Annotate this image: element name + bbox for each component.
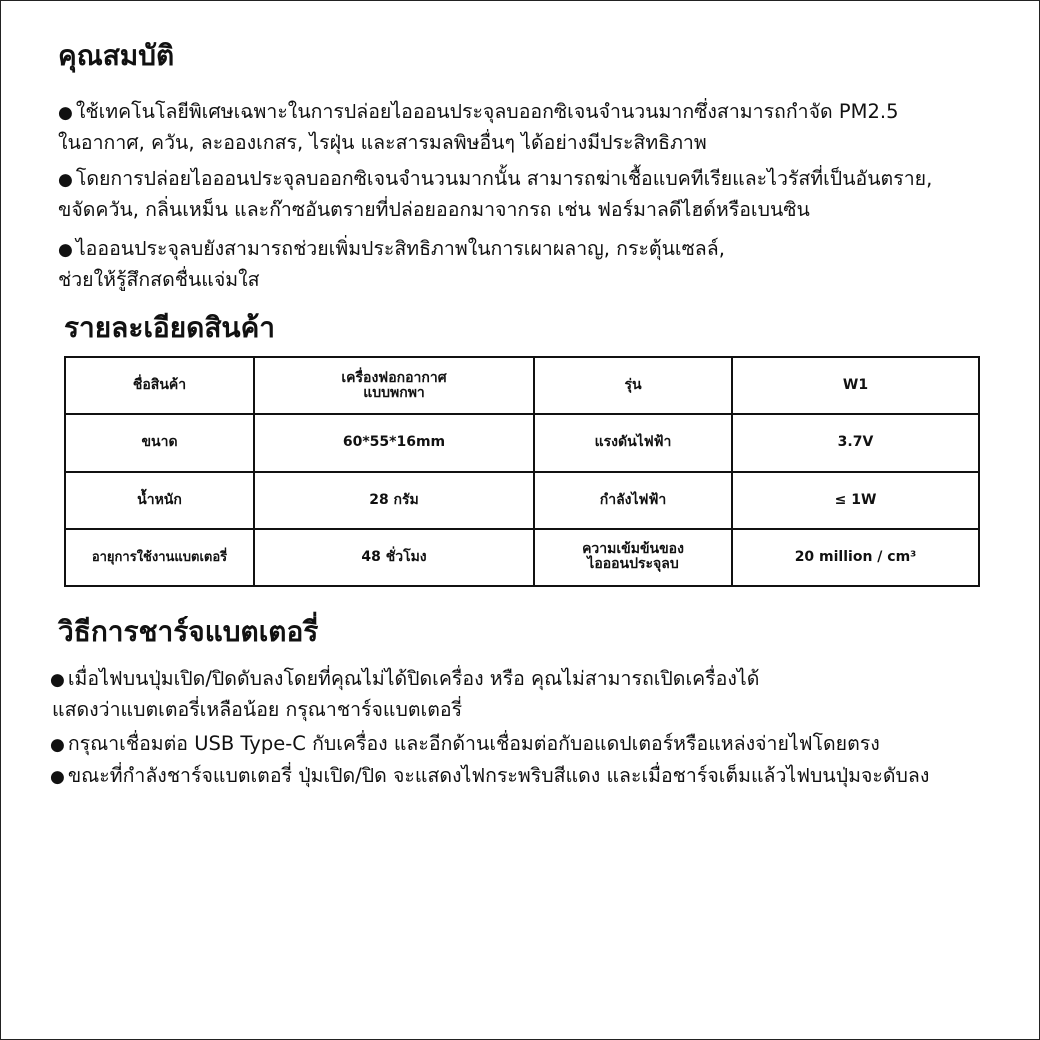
bullet-icon: ● bbox=[58, 103, 73, 123]
feature-line-continued: ช่วยให้รู้สึกสดชื่นแจ่มใส bbox=[58, 268, 260, 291]
table-row bbox=[65, 529, 979, 586]
feature-line-continued: ในอากาศ, ควัน, ละอองเกสร, ไรฝุ่น และสารมลพิษอื่นๆ ได้อย่างมีประสิทธิภาพ bbox=[58, 131, 707, 154]
table-cell-value: 48 ชั่วโมง bbox=[254, 529, 534, 586]
table-cell-label: ความเข้มข้นของ ไอออนประจุลบ bbox=[534, 529, 732, 586]
feature-line: โดยการปล่อยไอออนประจุลบออกซิเจนจำนวนมากนั้น สามารถฆ่าเชื้อแบคทีเรียและไวรัสที่เป็นอันตราย, bbox=[75, 167, 933, 190]
spec-table bbox=[64, 356, 980, 587]
charging-line-continued: แสดงว่าแบตเตอรี่เหลือน้อย กรุณาชาร์จแบตเตอรี่ bbox=[52, 698, 463, 721]
charging-item bbox=[50, 760, 929, 793]
bullet-icon: ● bbox=[50, 670, 65, 690]
table-cell-value: เครื่องฟอกอากาศ แบบพกพา bbox=[254, 357, 534, 414]
bullet-icon: ● bbox=[58, 170, 73, 190]
bullet-icon: ● bbox=[50, 767, 65, 787]
feature-item bbox=[58, 96, 899, 129]
table-cell-label: กำลังไฟฟ้า bbox=[534, 472, 732, 529]
table-cell-label: น้ำหนัก bbox=[65, 472, 254, 529]
table-cell-value: 28 กรัม bbox=[254, 472, 534, 529]
features-heading: คุณสมบัติ bbox=[58, 39, 175, 72]
table-cell-value: ≤ 1W bbox=[732, 472, 979, 529]
charging-item bbox=[50, 728, 880, 761]
table-cell-value: 20 million / cm³ bbox=[732, 529, 979, 586]
table-cell-label: รุ่น bbox=[534, 357, 732, 414]
bullet-icon: ● bbox=[50, 735, 65, 755]
table-row bbox=[65, 472, 979, 529]
table-row bbox=[65, 414, 979, 471]
feature-item bbox=[58, 233, 725, 266]
charging-line: ขณะที่กำลังชาร์จแบตเตอรี่ ปุ่มเปิด/ปิด จะแสดงไฟกระพริบสีแดง และเมื่อชาร์จเต็มแล้วไฟบนปุ่มจะดับลง bbox=[67, 764, 930, 787]
charging-item bbox=[50, 663, 759, 696]
details-heading: รายละเอียดสินค้า bbox=[64, 311, 276, 344]
table-cell-label: ชื่อสินค้า bbox=[65, 357, 254, 414]
charging-heading: วิธีการชาร์จแบตเตอรี่ bbox=[58, 615, 319, 648]
charging-line: เมื่อไฟบนปุ่มเปิด/ปิดดับลงโดยที่คุณไม่ได้ปิดเครื่อง หรือ คุณไม่สามารถเปิดเครื่องได้ bbox=[67, 667, 760, 690]
feature-item bbox=[58, 163, 932, 196]
table-cell-label: ขนาด bbox=[65, 414, 254, 471]
feature-line: ใช้เทคโนโลยีพิเศษเฉพาะในการปล่อยไอออนประจุลบออกซิเจนจำนวนมากซึ่งสามารถกำจัด PM2.5 bbox=[75, 100, 899, 123]
table-cell-label: แรงดันไฟฟ้า bbox=[534, 414, 732, 471]
bullet-icon: ● bbox=[58, 240, 73, 260]
table-cell-value: W1 bbox=[732, 357, 979, 414]
feature-line-continued: ขจัดควัน, กลิ่นเหม็น และก๊าซอันตรายที่ปล่อยออกมาจากรถ เช่น ฟอร์มาลดีไฮด์หรือเบนซิน bbox=[58, 198, 810, 221]
charging-line: กรุณาเชื่อมต่อ USB Type-C กับเครื่อง และอีกด้านเชื่อมต่อกับอแดปเตอร์หรือแหล่งจ่ายไฟโดยตรง bbox=[67, 732, 880, 755]
table-cell-value: 60*55*16mm bbox=[254, 414, 534, 471]
table-cell-label: อายุการใช้งานแบตเตอรี่ bbox=[65, 529, 254, 586]
table-cell-value: 3.7V bbox=[732, 414, 979, 471]
feature-line: ไอออนประจุลบยังสามารถช่วยเพิ่มประสิทธิภาพในการเผาผลาญ, กระตุ้นเซลล์, bbox=[75, 237, 725, 260]
table-row bbox=[65, 357, 979, 414]
